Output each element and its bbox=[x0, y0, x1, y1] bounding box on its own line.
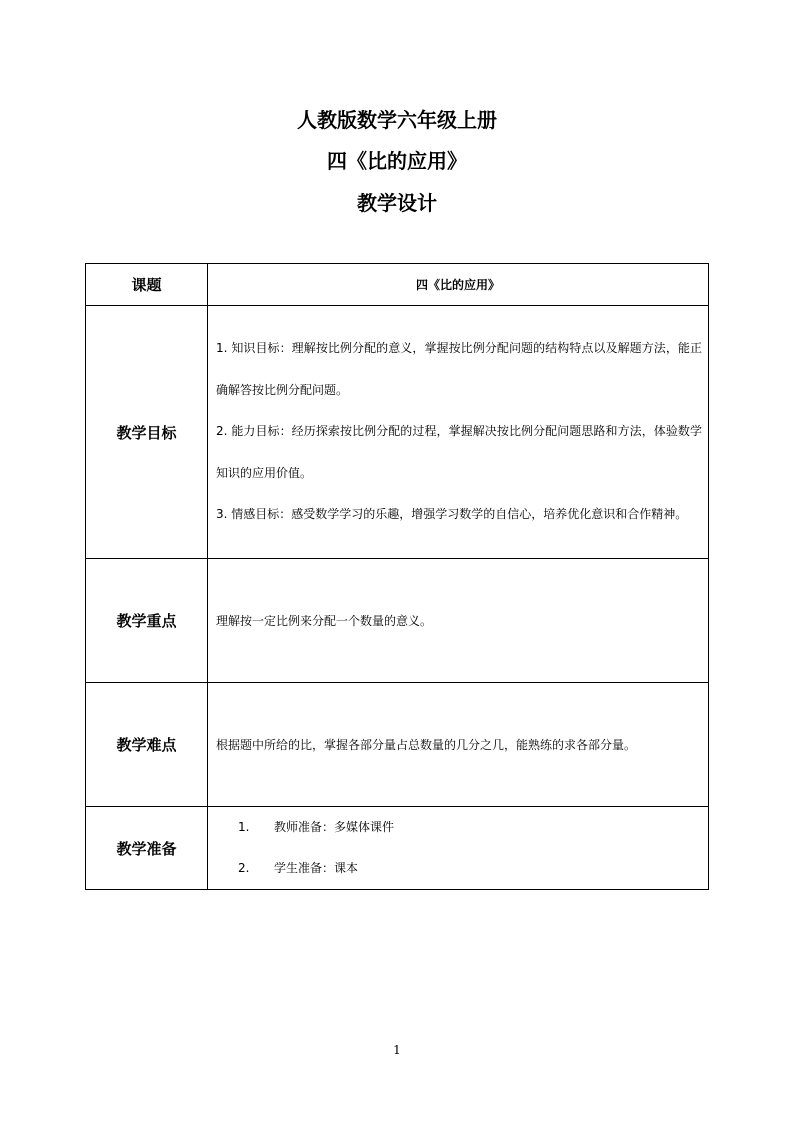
document-subtitle: 教学设计 bbox=[357, 191, 437, 215]
preparation-list bbox=[208, 807, 708, 889]
key-points-text: 理解按一定比例来分配一个数量的意义。 bbox=[216, 614, 433, 628]
lesson-title: 四《比的应用》 bbox=[327, 149, 467, 173]
list-item bbox=[238, 807, 708, 848]
table-row bbox=[86, 264, 709, 306]
table-row bbox=[86, 683, 709, 807]
lesson-plan-table bbox=[85, 263, 709, 890]
difficulties-text: 根据题中所给的比，掌握各部分量占总数量的几分之几，能熟练的求各部分量。 bbox=[216, 738, 637, 752]
document-title: 人教版数学六年级上册 bbox=[297, 108, 497, 132]
row-label-subject: 课题 bbox=[86, 264, 208, 306]
row-label-preparation: 教学准备 bbox=[86, 807, 208, 890]
row-label-key-points: 教学重点 bbox=[86, 559, 208, 683]
table-row bbox=[86, 306, 709, 559]
table-row bbox=[86, 559, 709, 683]
list-item-text: 学生准备：课本 bbox=[274, 861, 359, 875]
list-item bbox=[238, 848, 708, 889]
difficulties-cell bbox=[208, 683, 709, 807]
objectives-text: 1. 知识目标：理解按比例分配的意义，掌握按比例分配问题的结构特点以及解题方法，能正确解答按比例分配问题。 2. 能力目标：经历探索按比例分配的过程，掌握解决按比例分配问题思路和方法，体验数学知识的应用价值。 3. 情感目标：感受数学学习的乐趣，增强学习数学的自信心，培养优化意识和合作精神。 bbox=[216, 341, 702, 522]
list-item-number: 2. bbox=[238, 861, 250, 875]
row-label-difficulties: 教学难点 bbox=[86, 683, 208, 807]
table-row bbox=[86, 807, 709, 890]
list-item-text: 教师准备：多媒体课件 bbox=[274, 820, 395, 834]
list-item-number: 1. bbox=[238, 820, 250, 834]
page-number: 1 bbox=[393, 1043, 401, 1057]
objectives-cell bbox=[208, 306, 709, 559]
key-points-cell bbox=[208, 559, 709, 683]
preparation-cell bbox=[208, 807, 709, 890]
subject-value: 四《比的应用》 bbox=[208, 264, 709, 306]
row-label-objectives: 教学目标 bbox=[86, 306, 208, 559]
